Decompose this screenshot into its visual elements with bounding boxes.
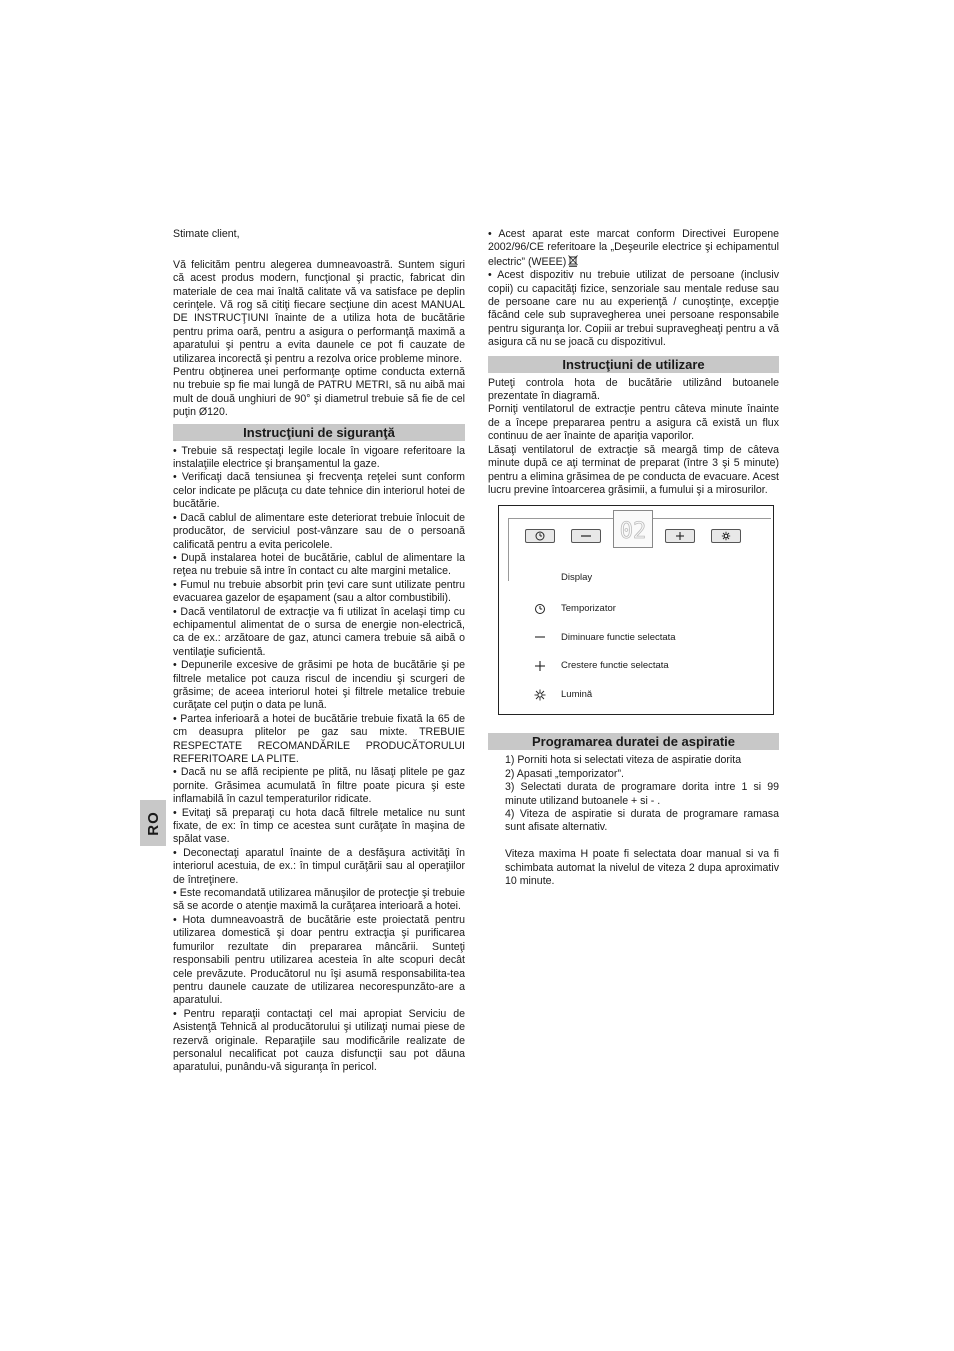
safety-item: • Pentru reparaţii contactaţi cel mai apropiat Serviciu de Asistenţă Tehnică al producătorului şi utilizaţi numai piese de rezervă originale. Reparaţiile sau modificările realizate de personalul necalificat pot cauza disfuncţii sau pot dăuna aparatului, punându-vă siguranţa în pericol. [173,1007,465,1074]
safety-list [173,445,465,1075]
legend-decrease: Diminuare functie selectata [561,632,676,644]
greeting: Stimate client, [173,228,240,240]
safety-item: • Depunerile excesive de grăsimi pe hota de bucătărie şi pe filtrele metalice pot cauza riscul de incendiu şi scurgeri de grăsime; de aceea interiorul hotei şi filtrele metalice trebuie curăţate cel puţin o data pe lună. [173,659,465,712]
safety-item: • Hota dumneavoastră de bucătărie este proiectată pentru utilizarea domestică şi doar pentru extracţia şi purificarea fumurilor rezultate din prepararea mâncării. Sunteţi responsabili pentru utilizarea acesteia în alte scopuri decât cele prevăzute. Producătorul nu îşi asumă responsabilita-tea pentru daunele cauzate de utilizarea necorespunzăto-are a aparatului. [173,913,465,1007]
program-step: 1) Porniti hota si selectati viteza de aspiratie dorita [505,754,742,767]
seven-segment-display [614,511,652,547]
language-tab-label: RO [144,810,162,836]
display-digits: 02 [619,519,647,545]
usage-paragraph-3: Lăsaţi ventilatorul de extracţie să meargă timp de câteva minute după ce aţi terminat de preparat (între 3 şi 5 minute) pentru a elimina grăsimea de pe conducta de evacuare. Acest lucru previne întoarcerea grăsimii, a fumului şi a mirosurilor. [488,443,779,496]
children-paragraph: • Acest dispozitiv nu trebuie utilizat de persoane (inclusiv copii) cu capacităţi fizice, senzoriale sau mentale reduse sau de persoane care nu au experienţă / cunoştinţe, excepţie făcând cele sub supravegherea unei persoane responsabile pentru siguranţa lor. Copiii ar trebui supravegheaţi pentru a vă asigura că nu se joacă cu dispozitivul. [488,269,779,349]
usage-paragraph-2: Porniţi ventilatorul de extracţie pentru câteva minute înainte de a începe prepararea pentru a asigura că există un flux continuu de aer înainte de apariţia vaporilor. [488,403,779,443]
plus-icon [675,531,685,541]
increase-button [665,529,695,543]
program-step: 2) Apasati „temporizator”. [505,767,624,780]
display-window [613,510,653,548]
safety-item: • Dacă cablul de alimentare este deteriorat trebuie înlocuit de producător, de serviciul post-vânzare sau de o persoană calificată pentru a evita pericolele. [173,511,465,551]
legend-timer: Temporizator [561,603,616,615]
safety-item: • Deconectaţi aparatul înainte de a desfăşura activităţi în interiorul acestuia, de ex.: în timpul curăţării sau al operaţiilor de întreţinere. [173,846,465,886]
safety-heading: Instrucţiuni de siguranţă [173,424,465,441]
safety-item: • Trebuie să respectaţi legile locale în vigoare referitoare la instalaţiile electrice şi branşamentul la gaze. [173,444,465,471]
program-note: Viteza maxima H poate fi selectata doar manual si va fi schimbata automat la nivelul de viteza 2 dupa aproximativ 10 minute. [505,848,779,887]
decrease-button [571,529,601,543]
legend-clock-icon [533,602,547,616]
weee-text: • Acest aparat este marcat conform Directivei Europene 2002/96/CE referitoare la „Deşeurile electrice şi echipamentul electric” (WEEE) [488,228,779,268]
legend-plus-icon [533,659,547,673]
safety-item: • Este recomandată utilizarea mănuşilor de protecţie şi trebuie să se acorde o atenţie maximă la curăţarea interioară a hotei. [173,887,465,913]
light-button [711,529,741,543]
minus-icon [580,534,592,538]
intro-paragraph-2: Pentru obţinerea unei performanţe optime conducta externă nu trebuie sp fie mai lungă de PATRU METRI, să nu aibă mai mult de două unghiuri de 90° şi diametrul trebuie să fie de cel puţin Ø120. [173,366,465,419]
safety-item: • După instalarea hotei de bucătărie, cablul de alimentare la reţea nu trebuie să intre în contact cu alte margini metalice. [173,551,465,578]
timer-button [525,529,555,543]
legend-light: Lumină [561,689,593,701]
control-panel-diagram [498,505,774,715]
safety-item: • Verificaţi dacă tensiunea şi frecvenţa reţelei sunt conform celor indicate pe plăcuţa cu date tehnice din interiorul hotei de bucătărie. [173,471,465,511]
program-step: 4) Viteza de aspiratie si durata de programare ramasa sunt afisate alternativ. [505,807,779,834]
left-column [173,228,465,1075]
safety-item: • Dacă ventilatorul de extracţie va fi utilizat în acelaşi timp cu echipamentul alimentat de o sursa de energie non-electrică, ca de ex.: arzătoare de gaz, atunci camera trebuie să aibă o ventilaţie suficientă. [173,605,465,658]
legend-display: Display [561,572,593,584]
right-column [488,228,779,888]
program-heading: Programarea duratei de aspiratie [488,733,779,750]
safety-item: • Evitaţi să preparaţi cu hota dacă filtrele metalice nu sunt fixate, de ex: în timp ce acestea sunt curăţate în maşina de spălat vase. [173,806,465,846]
safety-item: • Fumul nu trebuie absorbit prin ţevi care sunt utilizate pentru evacuarea gazelor de eşapament (sau a altor combustibili). [173,578,465,605]
legend-minus-icon [533,630,547,644]
legend-light-icon [533,688,547,702]
language-tab [140,800,166,846]
clock-icon [535,531,545,541]
light-icon [721,531,731,541]
usage-heading: Instrucţiuni de utilizare [488,356,779,373]
intro-paragraph-1: Vă felicităm pentru alegerea dumneavoastră. Suntem siguri că acest produs modern, funcţional şi practic, fabricat din materiale de cea mai înaltă calitate vă va satisface pe deplin cerinţele. Vă rog să citiţi fiecare secţiune din acest MANUAL DE INSTRUCŢIUNI înainte de a utiliza hota de bucătărie pentru prima oară, pentru a asigura o performanţă maximă a aparatului şi pentru a evita daunele ce pot fi cauzate de utilizarea incorectă şi pentru a rezolva orice probleme minore. [173,258,465,365]
safety-item: • Partea inferioară a hotei de bucătărie trebuie fixată la 65 de cm deasupra plitelor pe gaz sau mixte. TREBUIE RESPECTATE RECOMANDĂRILE PRODUCĂTORULUI REFERITOARE LA PLITE. [173,712,465,766]
program-step: 3) Selectati durata de programare dorita intre 1 si 99 minute utilizand butoanele + si - . [505,781,779,807]
legend-increase: Crestere functie selectata [561,660,669,672]
crossed-bin-icon [568,255,578,267]
usage-paragraph-1: Puteţi controla hota de bucătărie utilizând butoanele prezentate în diagramă. [488,376,779,403]
safety-item: • Dacă nu se află recipiente pe plită, nu lăsaţi plitele pe gaz pornite. Grăsimea acumulată în filtre poate picura şi este inflamabilă în cazul temperaturilor ridicate. [173,766,465,806]
weee-paragraph [488,228,779,269]
program-steps [488,754,779,834]
